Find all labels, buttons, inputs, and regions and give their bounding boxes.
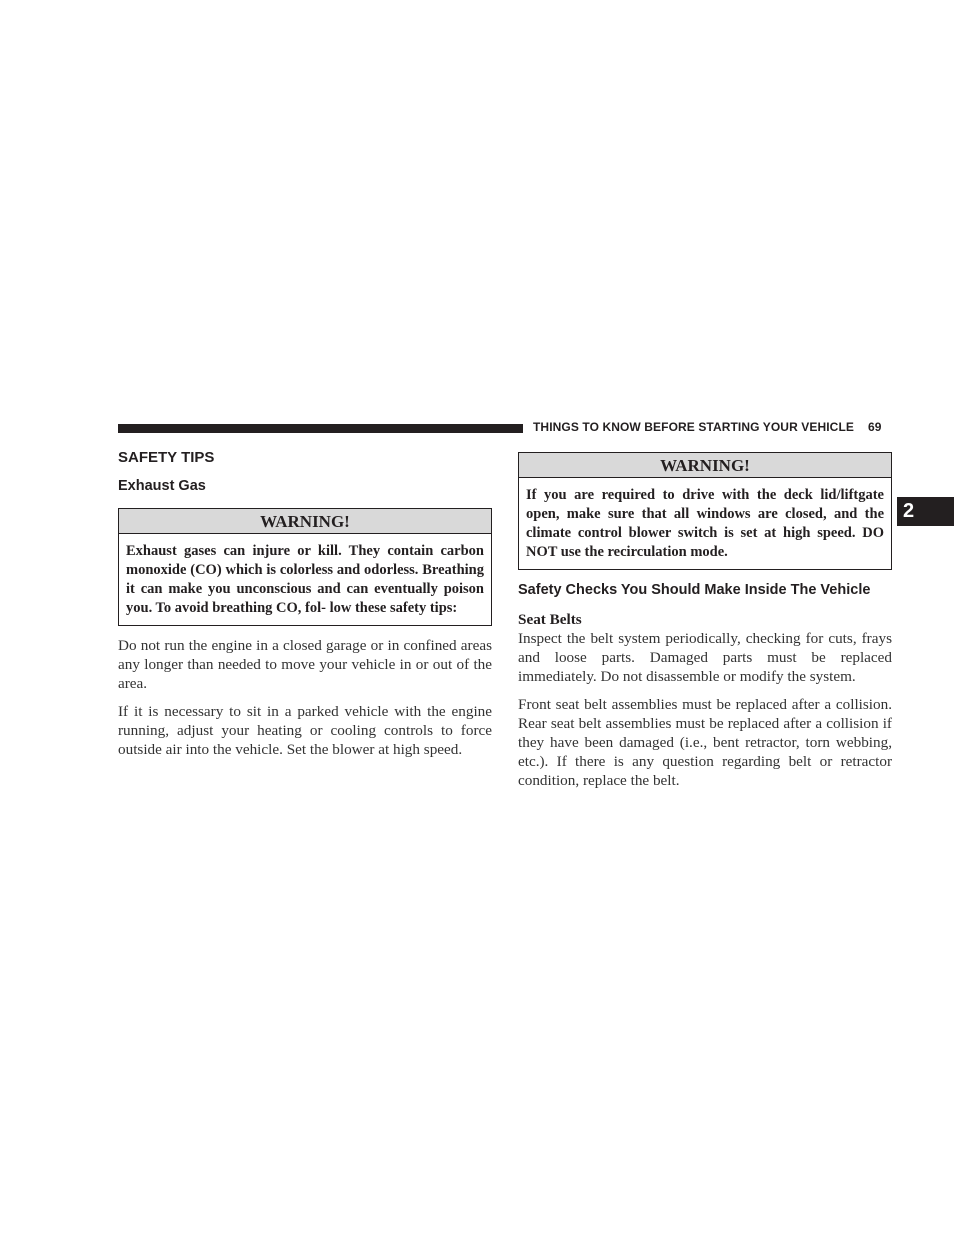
subsection-title-exhaust: Exhaust Gas [118,478,206,494]
paragraph: Do not run the engine in a closed garage or in confined areas any longer than needed to move your vehicle in or out of the area. [118,637,492,692]
paragraph: Front seat belt assemblies must be replaced after a collision. Rear seat belt assemblies must be replaced after a collision if they have been damaged (i.e., bent retractor, torn webbing, etc.). If there is any question regarding belt or retractor condition, replace the belt. [518,696,892,789]
right-column [518,452,892,790]
paragraph: Inspect the belt system periodically, checking for cuts, frays and loose parts. Damaged parts must be replaced immediately. Do not disassemble or modify the system. [518,630,892,685]
page-number: 69 [867,420,882,434]
seat-belts-title: Seat Belts [518,611,582,628]
warning-box-liftgate [518,452,892,570]
warning-text: Exhaust gases can injure or kill. They contain carbon monoxide (CO) which is colorless and odorless. Breathing it can make you unconscious and can eventually poison you. To avoid breathing CO, fol- low these safety tips: [126,543,484,616]
header-rule [118,424,523,433]
left-column [118,448,492,759]
warning-box-exhaust [118,508,492,626]
paragraph: If it is necessary to sit in a parked vehicle with the engine running, adjust your heating or cooling controls to force outside air into the vehicle. Set the blower at high speed. [118,703,492,758]
running-header-title: THINGS TO KNOW BEFORE STARTING YOUR VEHICLE [533,420,854,434]
warning-heading: WARNING! [119,509,491,534]
warning-text: If you are required to drive with the deck lid/liftgate open, make sure that all windows are closed, and the climate control blower switch is set at high speed. DO NOT use the recirculation mode. [526,487,884,560]
running-header [533,420,891,434]
warning-heading: WARNING! [519,453,891,478]
chapter-tab: 2 [897,497,954,526]
section-title: SAFETY TIPS [118,449,215,466]
subsection-title-safety-checks: Safety Checks You Should Make Inside The Vehicle [518,582,871,598]
